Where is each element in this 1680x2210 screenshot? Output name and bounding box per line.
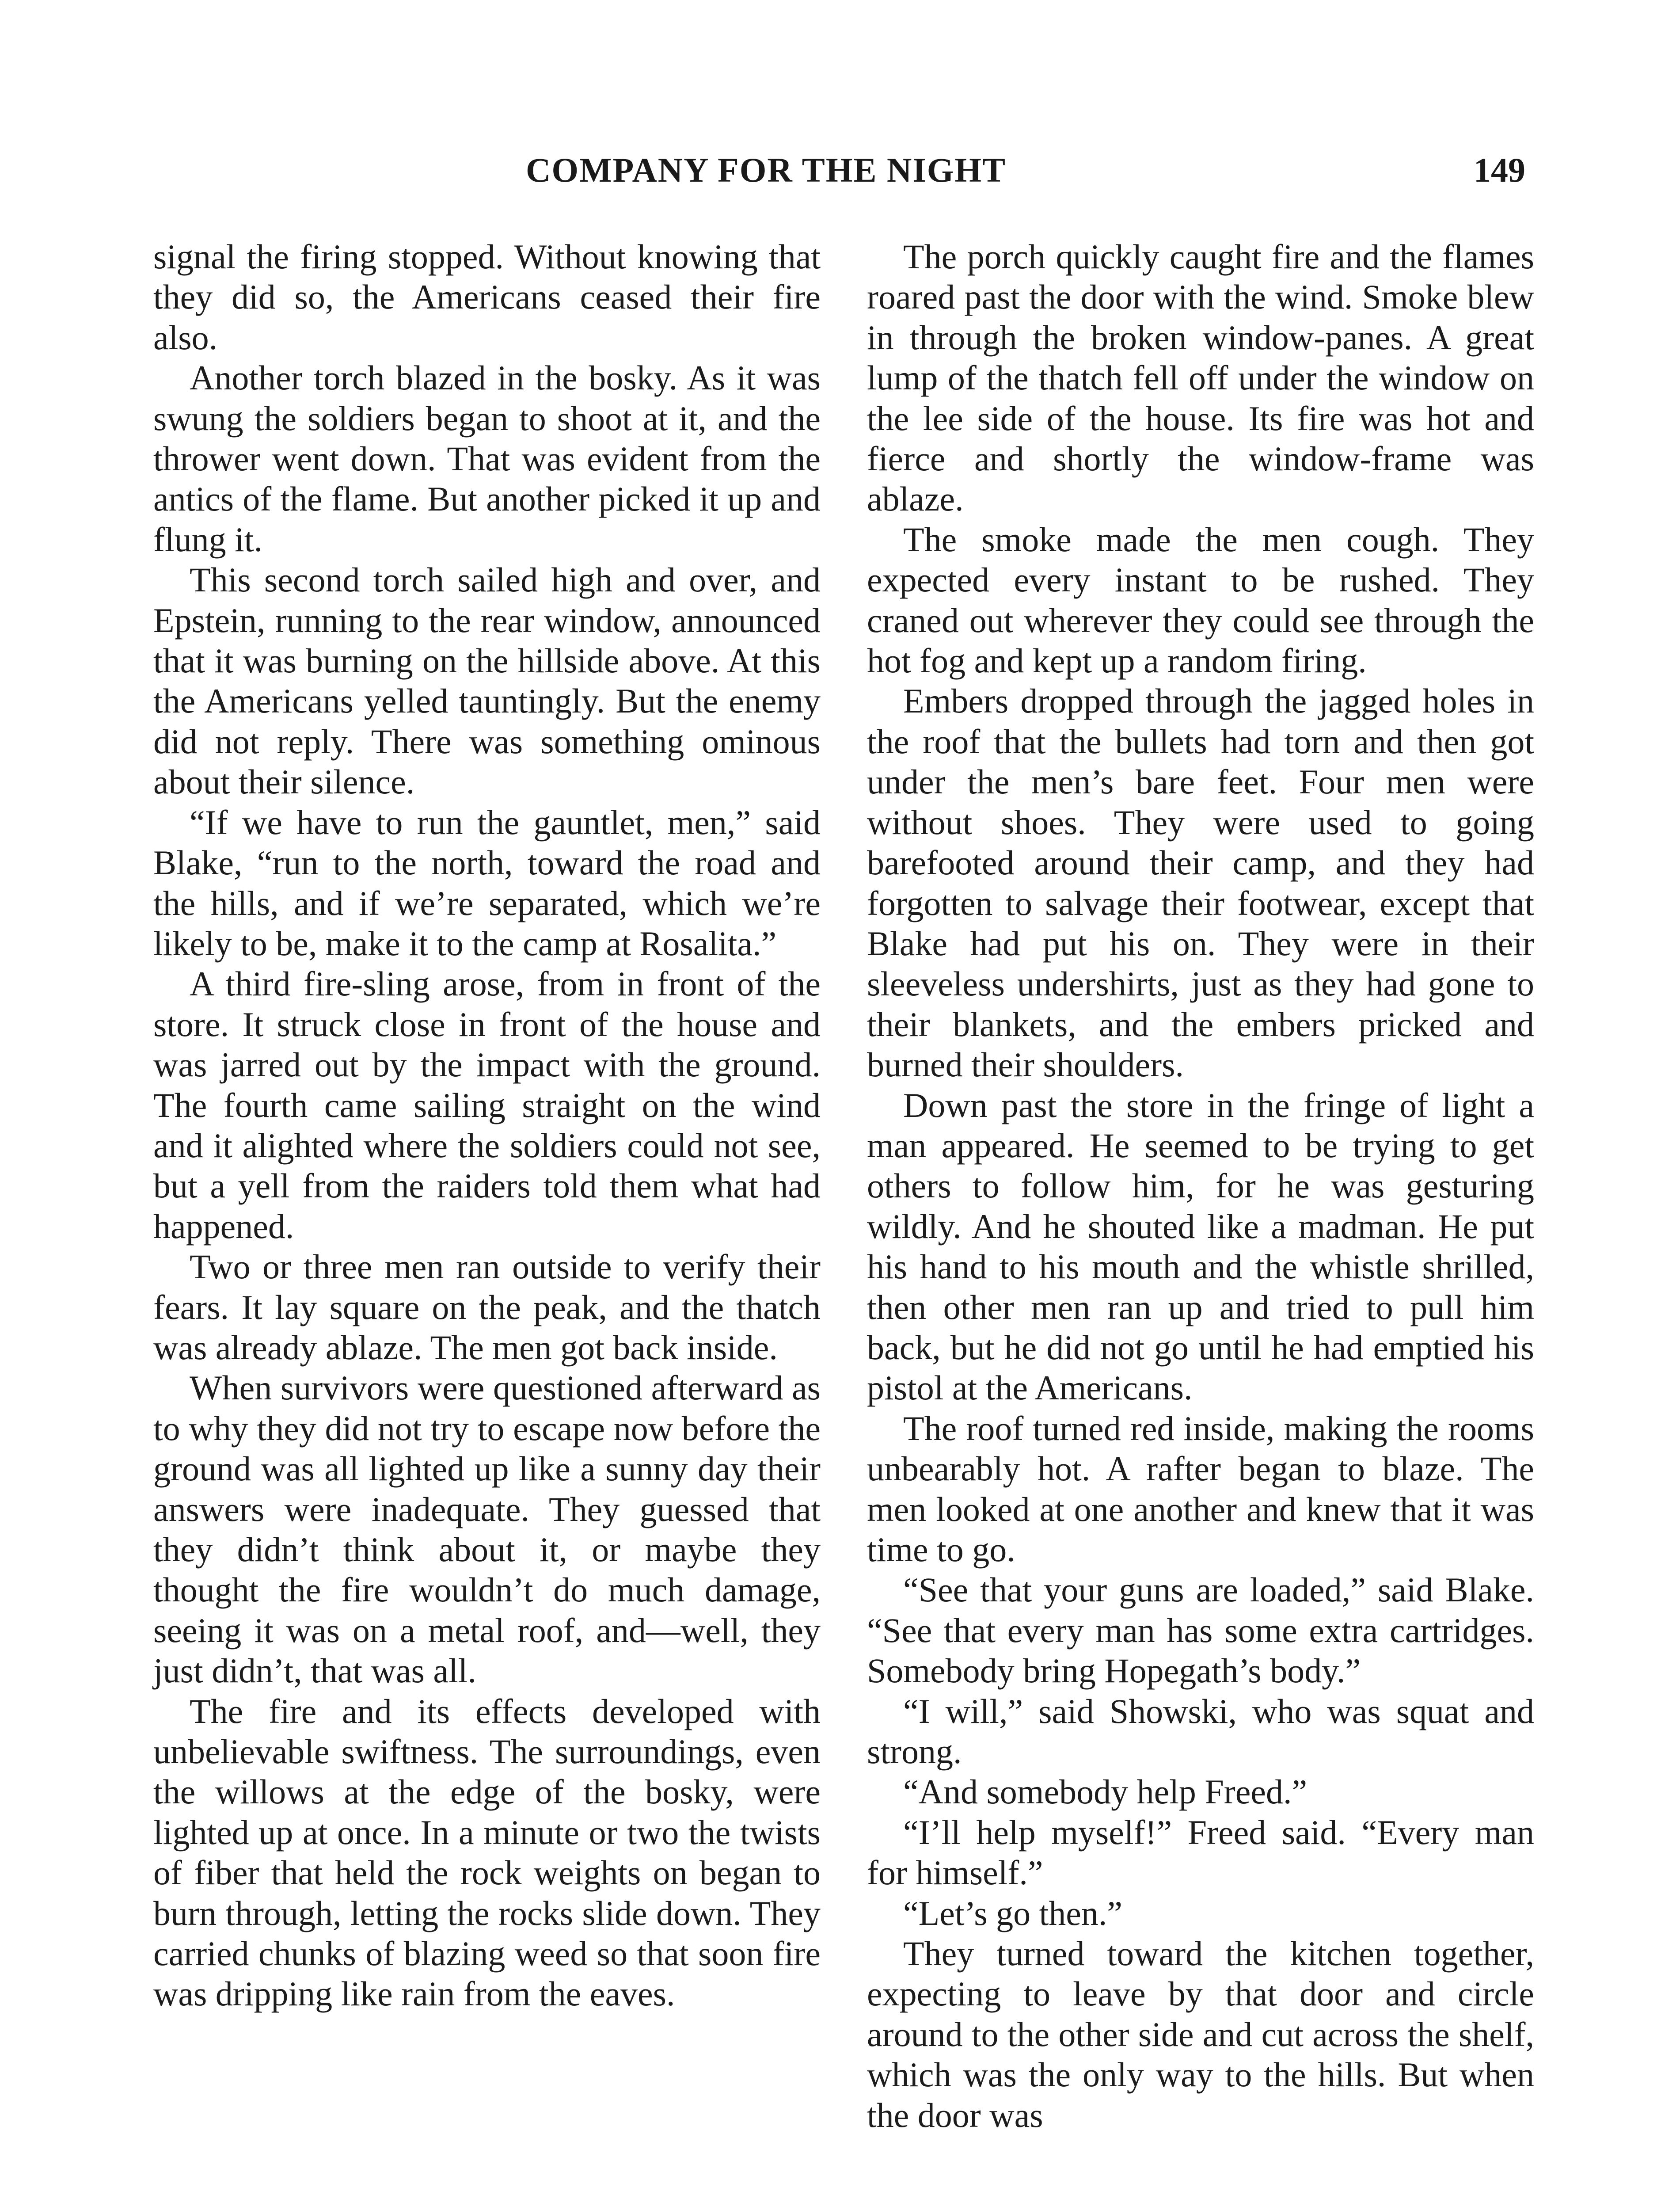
paragraph: Another torch blazed in the bosky. As it was swung the soldiers began to shoot at it, and the thrower went down. That was evident from the antics of the flame. But another picked it up and flung it. [153, 358, 821, 559]
paragraph: signal the firing stopped. Without knowing that they did so, the Americans ceased their fire also. [153, 237, 821, 357]
running-title: COMPANY FOR THE NIGHT [526, 151, 1007, 189]
left-column [153, 236, 821, 2014]
right-column [867, 236, 1534, 2135]
page-number: 149 [1474, 151, 1525, 189]
paragraph: When survivors were questioned afterward as to why they did not try to escape now before the ground was all lighted up like a sunny day their answers were inadequate. They guessed that they didn’t think about it, or maybe they thought the fire wouldn’t do much damage, seeing it was on a metal roof, and—well, they just didn’t, that was all. [153, 1368, 821, 1690]
paragraph: A third fire-sling arose, from in front of the store. It struck close in front of the house and was jarred out by the impact with the ground. The fourth came sailing straight on the wind and it alighted where the soldiers could not see, but a yell from the raiders told them what had happened. [153, 964, 821, 1246]
paragraph: They turned toward the kitchen together, expecting to leave by that door and circle around to the other side and cut across the shelf, which was the only way to the hills. But when the door was [867, 1934, 1534, 2134]
paragraph: The porch quickly caught fire and the flames roared past the door with the wind. Smoke blew in through the broken window-panes. A great lump of the thatch fell off under the window on the lee side of the house. Its fire was hot and fierce and shortly the window-frame was ablaze. [867, 237, 1534, 518]
paragraph: “If we have to run the gauntlet, men,” said Blake, “run to the north, toward the road and the hills, and if we’re separated, which we’re likely to be, make it to the camp at Rosalita.” [153, 803, 821, 963]
running-head [0, 150, 1680, 194]
paragraph: “See that your guns are loaded,” said Blake. “See that every man has some extra cartridges. Somebody bring Hopegath’s body.” [867, 1570, 1534, 1690]
paragraph: “Let’s go then.” [903, 1894, 1122, 1932]
paragraph: This second torch sailed high and over, and Epstein, running to the rear window, announced that it was burning on the hillside above. At this the Americans yelled tauntingly. But the enemy did not reply. There was something ominous about their silence. [153, 560, 821, 801]
paragraph: “And somebody help Freed.” [903, 1772, 1308, 1811]
paragraph: The roof turned red inside, making the rooms unbearably hot. A rafter began to blaze. The men looked at one another and knew that it was time to go. [867, 1409, 1534, 1569]
paragraph: “I will,” said Showski, who was squat and strong. [867, 1692, 1534, 1771]
paragraph: “I’ll help myself!” Freed said. “Every man for himself.” [867, 1813, 1534, 1892]
paragraph: Down past the store in the fringe of light a man appeared. He seemed to be trying to get others to follow him, for he was gesturing wildly. And he shouted like a madman. He put his hand to his mouth and the whistle shrilled, then other men ran up and tried to pull him back, but he did not go until he had emptied his pistol at the Americans. [867, 1086, 1534, 1407]
paragraph: The fire and its effects developed with unbelievable swiftness. The surroundings, even the willows at the edge of the bosky, were lighted up at once. In a minute or two the twists of fiber that held the rock weights on began to burn through, letting the rocks slide down. They carried chunks of blazing weed so that soon fire was dripping like rain from the eaves. [153, 1692, 821, 2013]
paragraph: Embers dropped through the jagged holes in the roof that the bullets had torn and then got under the men’s bare feet. Four men were without shoes. They were used to going barefooted around their camp, and they had forgotten to salvage their footwear, except that Blake had put his on. They were in their sleeveless undershirts, just as they had gone to their blankets, and the embers pricked and burned their shoulders. [867, 682, 1534, 1084]
paragraph: Two or three men ran outside to verify their fears. It lay square on the peak, and the thatch was already ablaze. The men got back inside. [153, 1247, 821, 1367]
paragraph: The smoke made the men cough. They expected every instant to be rushed. They craned out wherever they could see through the hot fog and kept up a random firing. [867, 520, 1534, 680]
